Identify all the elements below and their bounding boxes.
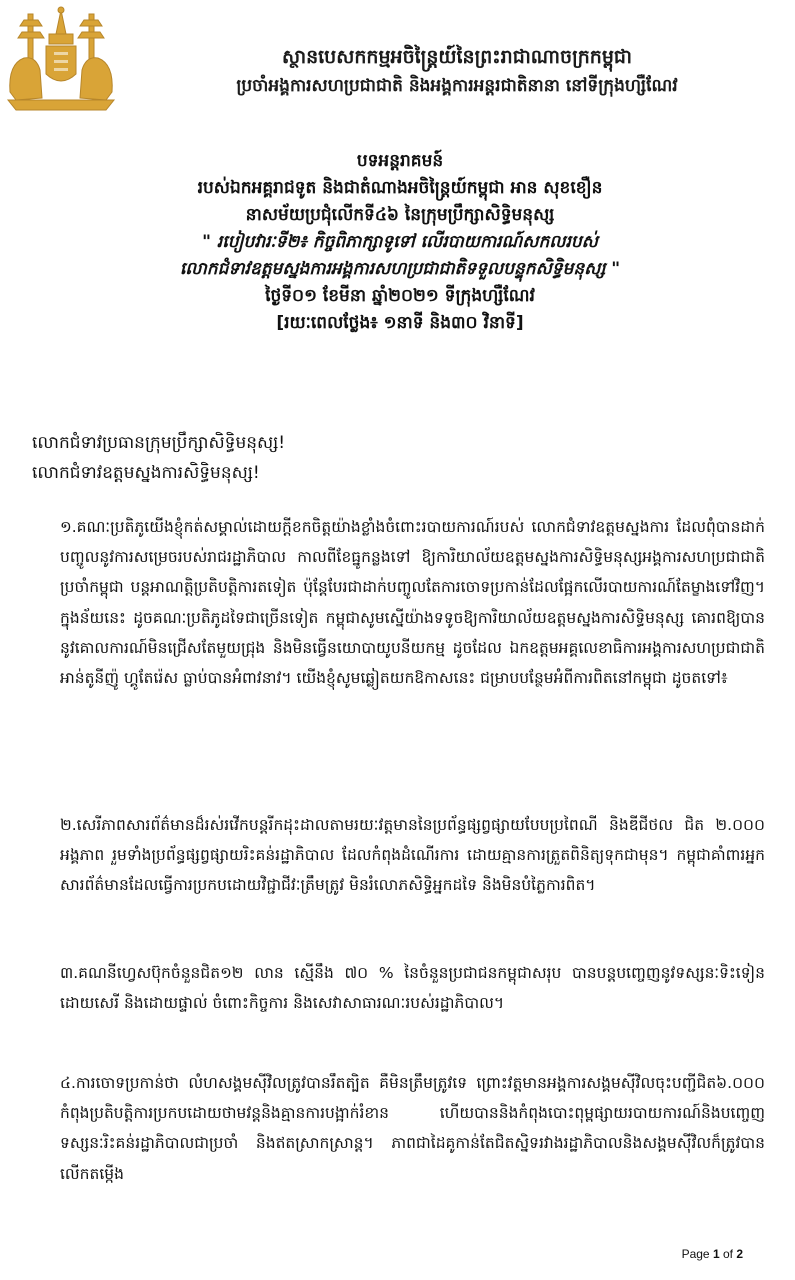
title-line-2: របស់ឯកអគ្គរាជទូត និងជាតំណាងអចិន្ត្រៃយ៍កម្ពុជា អាន សុខខឿន — [197, 178, 603, 198]
salutations — [32, 428, 772, 488]
total-pages: 2 — [736, 1247, 743, 1261]
paragraph-number: ១. — [60, 518, 77, 536]
page-prefix: Page — [681, 1247, 713, 1261]
paragraph-4 — [60, 1068, 765, 1189]
paragraph-text: ការចោទប្រកាន់ថា លំហសង្គមស៊ីវិលត្រូវបានរឹតត្បិត គឺមិនត្រឹមត្រូវទេ ព្រោះវត្តមានអង្គការសង្គមស៊ីវិលចុះបញ្ជីជិត៦.០០០ កំពុងប្រតិបត្តិការប្រកបដោយថាមវន្តនិងគ្មានការបង្អាក់រំខាន ហើយបាននិងកំពុងបោះពុម្ពផ្សាយរបាយការណ៍និងបញ្ចេញទស្សនៈរិះគន់រដ្ឋាភិបាលជាប្រចាំ និងឥតស្រាកស្រាន្ត។ ភាពជាដៃគូកាន់តែជិតស្និទរវាងរដ្ឋាភិបាលនិងសង្គមស៊ីវិលក៏ត្រូវបានលើកតម្កើង — [60, 1074, 765, 1183]
salutation-high-commissioner: លោកជំទាវឧត្តមស្នងការសិទ្ធិមនុស្ស! — [32, 463, 260, 483]
paragraph-text: គណនីហ្វេសប៊ុកចំនួនជិត១២ លាន ស្មើនឹង ៧០ % នៃចំនួនប្រជាជនកម្ពុជាសរុប បានបន្តបញ្ចេញនូវទស្សនៈទិះទៀន ដោយសេរី និងដោយផ្ទាល់ ចំពោះកិច្ចការ និងសេវាសាធារណៈរបស់រដ្ឋាភិបាល។ — [60, 964, 765, 1013]
paragraph-text: គណៈប្រតិភូយើងខ្ញុំកត់សម្គាល់ដោយក្តីខកចិត្តយ៉ាងខ្លាំងចំពោះរបាយការណ៍របស់ លោកជំទាវឧត្តមស្នងការ ដែលពុំបានដាក់បញ្ចូលនូវការសម្រេចរបស់រាជរដ្ឋាភិបាល កាលពីខែធ្នូកន្លងទៅ ឱ្យការិយាល័យឧត្តមស្នងការសិទ្ធិមនុស្សអង្គការសហប្រជាជាតិ ប្រចាំកម្ពុជា បន្តអាណត្តិប្រតិបត្តិការតទៀត ប៉ុន្តែបែរជាដាក់បញ្ចូលតែការចោទប្រកាន់ដែលផ្អែកលើរបាយការណ៍តែម្ខាងទៅវិញ។ ក្នុងន័យនេះ ដូចគណៈប្រតិភូដទៃជាច្រើនទៀត កម្ពុជាសូមស្នើយ៉ាងទទូចឱ្យការិយាល័យឧត្តមស្នងការសិទ្ធិមនុស្ស គោរពឱ្យបាននូវគោលការណ៍មិនជ្រើសតែមួយជ្រុង និងមិនធ្វើនយោបាយូបនីយកម្ម ដូចដែល ឯកឧត្តមអគ្គលេខាធិការអង្គការសហប្រជាជាតិ អាន់តូនីញ៉ូ ហ្គូតែរ៉េស ធ្លាប់បានអំពាវនាវ។ យើងខ្ញុំសូមឆ្លៀតយកឱកាសនេះ ជម្រាបបន្ថែមអំពីការពិតនៅកម្ពុជា ដូចតទៅ៖ — [60, 518, 765, 688]
paragraph-number: ៤. — [60, 1074, 76, 1092]
statement-title — [40, 148, 760, 337]
paragraph-text: សេរីភាពសារព័ត៌មានដ៏រស់រវើកបន្តរីកដុះដាលតាមរយៈវត្តមាននៃប្រព័ន្ធផ្សព្វផ្សាយបែបប្រពៃណី និងឌីជីថល ជិត ២.០០០ អង្គភាព រួមទាំងប្រព័ន្ធផ្សព្វផ្សាយរិះគន់រដ្ឋាភិបាល ដែលកំពុងដំណើរការ ដោយគ្មានការត្រួតពិនិត្យទុកជាមុន។ កម្ពុជាគាំពារអ្នកសារព័ត៌មានដែលធ្វើការប្រកបដោយវិជ្ជាជីវៈត្រឹមត្រូវ មិនរំលោភសិទ្ធិអ្នកដទៃ និងមិនបំភ្លៃការពិត។ — [60, 816, 765, 895]
title-duration-line: [រយៈពេលថ្លែង៖ ១នាទី និង៣០ វិនាទី] — [276, 313, 524, 333]
paragraph-number: ៣. — [60, 964, 79, 982]
organization-name — [132, 42, 782, 100]
title-date-line: ថ្ងៃទី០១ ខែមីនា ឆ្នាំ២០២១ ទីក្រុងហ្សឺណែវ — [265, 286, 535, 306]
paragraph-2 — [60, 810, 765, 901]
paragraph-1 — [60, 512, 765, 693]
royal-arms-emblem — [2, 4, 120, 112]
paragraph-number: ២. — [60, 816, 77, 834]
paragraph-3 — [60, 958, 765, 1018]
title-line-5: លោកជំទាវឧត្តមស្នងការអង្គការសហប្រជាជាតិទទួលបន្ទុកសិទ្ធិមនុស្ស " — [179, 259, 621, 279]
letterhead — [0, 0, 795, 120]
title-line-1: បទអន្តរាគមន៍ — [356, 151, 444, 171]
org-line-1: ស្ថានបេសកកម្មអចិន្ត្រៃយ៍នៃព្រះរាជាណាចក្រកម្ពុជា — [281, 46, 633, 68]
page-of: of — [719, 1247, 737, 1261]
current-page: 1 — [712, 1247, 720, 1261]
title-line-4: " របៀបវារៈទី២៖ កិច្ចពិភាក្សាទូទៅ លើរបាយការណ៍សកលរបស់ — [202, 232, 598, 252]
salutation-president: លោកជំទាវប្រធានក្រុមប្រឹក្សាសិទ្ធិមនុស្ស! — [32, 433, 286, 453]
title-line-3: នាសម័យប្រជុំលើកទី៤៦ នៃក្រុមប្រឹក្សាសិទ្ធិមនុស្ស — [245, 205, 555, 225]
org-line-2: ប្រចាំអង្គការសហប្រជាជាតិ និងអង្គការអន្តរជាតិនានា នៅទីក្រុងហ្សឺណែវ — [236, 76, 678, 96]
page-indicator — [682, 1247, 743, 1261]
